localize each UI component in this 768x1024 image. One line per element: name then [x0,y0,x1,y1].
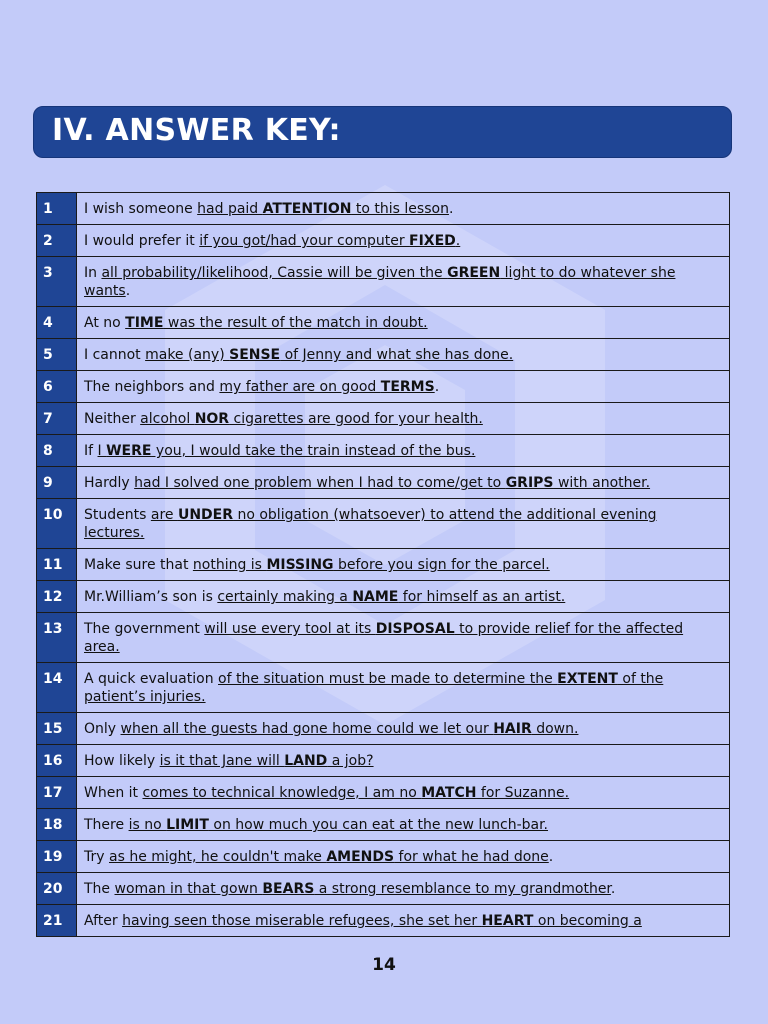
answer-underlined-text: is it that Jane will [159,753,285,769]
answer-number: 4 [37,307,77,339]
answer-row [37,549,730,581]
answer-row [37,809,730,841]
answer-text [77,339,730,371]
answer-number: 15 [37,713,77,745]
answer-plain-text: A quick evaluation [84,671,219,687]
answer-text [77,257,730,307]
answer-row [37,873,730,905]
answer-keyword: WERE [106,443,152,459]
answer-plain-text: There [84,817,129,833]
answer-keyword: FIXED [409,233,456,249]
answer-keyword: NOR [194,411,230,427]
answer-row [37,403,730,435]
answer-plain-text: . [434,379,440,395]
answer-text [77,841,730,873]
answer-number: 16 [37,745,77,777]
answer-row [37,841,730,873]
answer-keyword: MATCH [421,785,477,801]
answer-row [37,371,730,403]
answer-plain-text: If [84,443,98,459]
answer-number: 11 [37,549,77,581]
answer-plain-text: Neither [84,411,141,427]
answer-underlined-text: woman in that gown [114,881,263,897]
answer-underlined-text: was the result of the match in doubt. [163,315,428,331]
answer-underlined-text: alcohol [140,411,195,427]
answer-plain-text: Make sure that [84,557,193,573]
answer-number: 6 [37,371,77,403]
answer-plain-text: The neighbors and [84,379,220,395]
answer-row [37,307,730,339]
answer-text [77,193,730,225]
answer-plain-text: . [610,881,616,897]
answer-number: 7 [37,403,77,435]
answer-row [37,663,730,713]
answer-row [37,613,730,663]
answer-text [77,745,730,777]
answer-underlined-text: no obligation (whatsoever) to attend the additional evening lectures. [84,507,657,541]
answer-number: 21 [37,905,77,937]
answer-underlined-text: I [97,443,107,459]
answer-number: 2 [37,225,77,257]
answer-text [77,613,730,663]
answer-text [77,307,730,339]
answer-keyword: DISPOSAL [375,621,455,637]
answer-plain-text: Mr.William’s son is [84,589,218,605]
answer-underlined-text: on becoming a [533,913,642,929]
section-header [33,106,732,158]
answer-keyword: HAIR [493,721,532,737]
answer-text [77,777,730,809]
answer-underlined-text: for what he had done [394,849,549,865]
answer-text [77,873,730,905]
answer-number: 17 [37,777,77,809]
answer-text [77,905,730,937]
answer-underlined-text: of the patient’s injuries. [84,671,664,705]
answer-plain-text: . [448,201,454,217]
answer-keyword: UNDER [177,507,234,523]
answer-plain-text: Only [84,721,121,737]
answer-text [77,581,730,613]
answer-number: 10 [37,499,77,549]
answer-keyword: LAND [284,753,328,769]
answer-underlined-text: for Suzanne. [476,785,570,801]
answer-plain-text: The government [84,621,205,637]
answer-row [37,339,730,371]
answer-plain-text: . [548,849,554,865]
answer-plain-text: I wish someone [84,201,198,217]
answer-underlined-text: all probability/likelihood, Cassie will be given the [101,265,448,281]
section-title: IV. ANSWER KEY: [52,113,341,148]
answer-row [37,435,730,467]
answer-number: 5 [37,339,77,371]
answer-plain-text: At no [84,315,126,331]
answer-number: 19 [37,841,77,873]
answer-underlined-text: had paid [197,201,263,217]
answer-number: 1 [37,193,77,225]
answer-keyword: MISSING [266,557,334,573]
answer-row [37,777,730,809]
answer-text [77,371,730,403]
answer-underlined-text: when all the guests had gone home could we let our [120,721,494,737]
answer-underlined-text: . [455,233,461,249]
answer-underlined-text: with another. [553,475,651,491]
answer-keyword: GRIPS [505,475,554,491]
answer-keyword: SENSE [229,347,281,363]
answer-row [37,193,730,225]
answer-row [37,905,730,937]
answer-underlined-text: you, I would take the train instead of the bus. [151,443,476,459]
answer-text [77,713,730,745]
answer-number: 13 [37,613,77,663]
answer-keyword: AMENDS [326,849,395,865]
answer-text [77,435,730,467]
answer-plain-text: How likely [84,753,160,769]
answer-text [77,467,730,499]
answer-underlined-text: to this lesson [351,201,449,217]
answer-plain-text: . [125,283,131,299]
answer-keyword: TIME [125,315,164,331]
answer-row [37,581,730,613]
answer-underlined-text: for himself as an artist. [398,589,566,605]
answer-underlined-text: before you sign for the parcel. [333,557,550,573]
answer-plain-text: I would prefer it [84,233,200,249]
answer-row [37,745,730,777]
answer-underlined-text: is no [128,817,167,833]
answer-keyword: GREEN [447,265,501,281]
answer-underlined-text: on how much you can eat at the new lunch-bar. [208,817,549,833]
answer-text [77,549,730,581]
answer-number: 20 [37,873,77,905]
answer-underlined-text: to provide relief for the affected area. [84,621,684,655]
answer-keyword: HEART [481,913,534,929]
answer-text [77,225,730,257]
answer-underlined-text: as he might, he couldn't make [109,849,327,865]
answer-underlined-text: down. [531,721,579,737]
answer-keyword: TERMS [380,379,435,395]
answer-underlined-text: had I solved one problem when I had to come/get to [134,475,506,491]
answer-underlined-text: if you got/had your computer [199,233,410,249]
answer-underlined-text: cigarettes are good for your health. [229,411,483,427]
answer-number: 12 [37,581,77,613]
answer-number: 18 [37,809,77,841]
answer-plain-text: I cannot [84,347,146,363]
answer-underlined-text: a strong resemblance to my grandmother [314,881,611,897]
answer-underlined-text: a job? [327,753,374,769]
answer-number: 14 [37,663,77,713]
answer-number: 9 [37,467,77,499]
answer-row [37,499,730,549]
answer-plain-text: The [84,881,115,897]
answer-plain-text: Try [84,849,109,865]
answer-underlined-text: certainly making a [217,589,353,605]
answer-row [37,467,730,499]
answer-plain-text: Students [84,507,151,523]
answer-row [37,225,730,257]
answer-plain-text: After [84,913,123,929]
answer-keyword: ATTENTION [262,201,352,217]
answer-keyword: EXTENT [557,671,618,687]
answer-plain-text: In [84,265,102,281]
answer-row [37,257,730,307]
answer-key-table [36,192,730,937]
answer-text [77,809,730,841]
answer-row [37,713,730,745]
answer-underlined-text: will use every tool at its [204,621,376,637]
answer-text [77,499,730,549]
answer-plain-text: When it [84,785,143,801]
answer-underlined-text: light to do whatever she wants [84,265,676,299]
answer-keyword: NAME [352,589,399,605]
answer-text [77,403,730,435]
page-number: 14 [372,955,396,975]
answer-text [77,663,730,713]
answer-underlined-text: nothing is [192,557,267,573]
answer-underlined-text: of Jenny and what she has done. [280,347,514,363]
answer-underlined-text: having seen those miserable refugees, she set her [122,913,482,929]
answer-underlined-text: comes to technical knowledge, I am no [142,785,422,801]
answer-number: 8 [37,435,77,467]
answer-underlined-text: make (any) [145,347,230,363]
answer-keyword: LIMIT [166,817,209,833]
answer-underlined-text: are [150,507,178,523]
answer-underlined-text: of the situation must be made to determine the [218,671,558,687]
answer-underlined-text: my father are on good [219,379,381,395]
answer-number: 3 [37,257,77,307]
answer-plain-text: Hardly [84,475,135,491]
answer-keyword: BEARS [262,881,315,897]
